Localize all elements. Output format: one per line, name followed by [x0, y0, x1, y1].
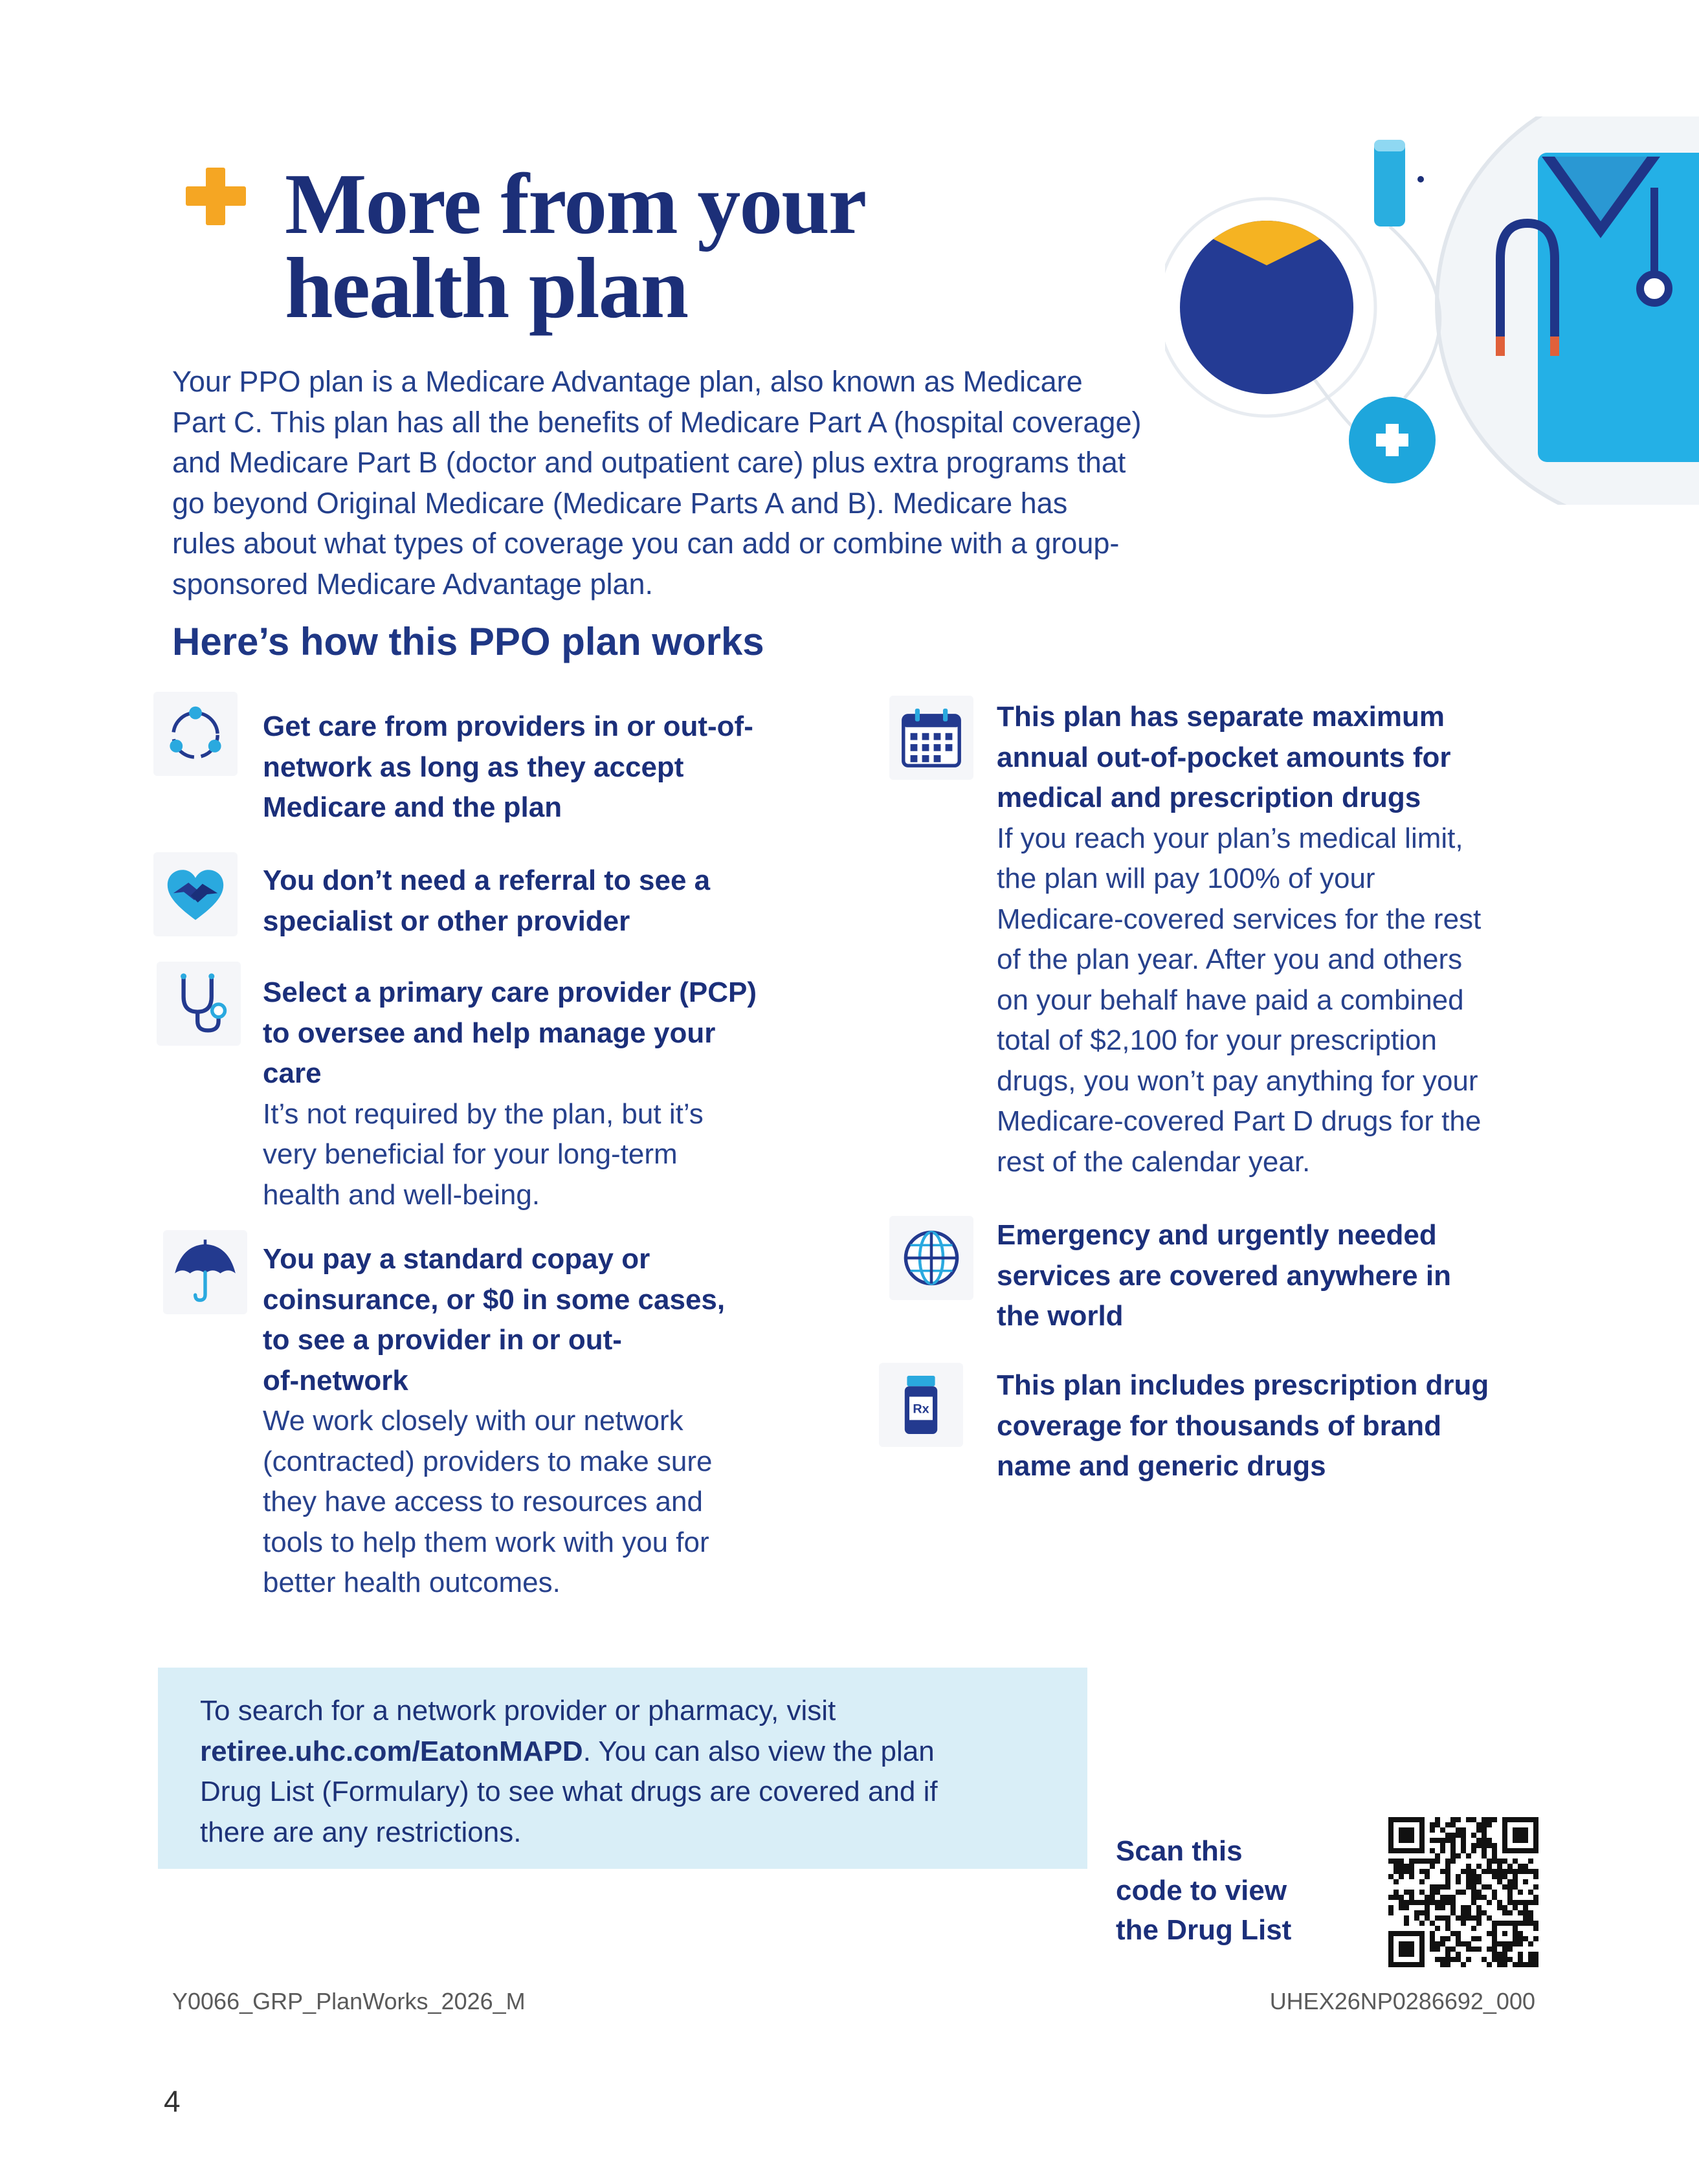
callout-text	[200, 1691, 1067, 1853]
benefit-item	[997, 1215, 1566, 1337]
footer-document-code: Y0066_GRP_PlanWorks_2026_M	[172, 1988, 526, 2014]
heart-hands-icon	[153, 852, 238, 936]
umbrella-icon	[163, 1230, 247, 1314]
globe-icon	[889, 1216, 973, 1300]
prescription-bottle-icon	[879, 1363, 963, 1447]
benefit-item	[997, 1365, 1566, 1487]
callout-text-after: . You can also view the plan Drug List (Formulary) to see what drugs are covered and if there are any restrictions.	[200, 1735, 938, 1848]
benefit-title: Get care from providers in or out-of- network as long as they accept Medicare and the plan	[263, 711, 753, 823]
page-number: 4	[164, 2084, 181, 2118]
benefit-item	[263, 973, 813, 1215]
benefit-description: It’s not required by the plan, but it’s very beneficial for your long-term health and well-being.	[263, 1098, 704, 1211]
benefit-description: If you reach your plan’s medical limit, the plan will pay 100% of your Medicare-covered services for the rest of the plan year. After you and others on your behalf have paid a combined total of $2,100 for your prescription drugs, you won’t pay anything for your Medicare-covered Part D drugs for the rest of the calendar year.	[997, 822, 1482, 1178]
benefit-title: Emergency and urgently needed services are covered anywhere in the world	[997, 1219, 1451, 1332]
benefit-title: This plan includes prescription drug coverage for thousands of brand name and generic drugs	[997, 1369, 1489, 1482]
intro-paragraph: Your PPO plan is a Medicare Advantage plan, also known as Medicare Part C. This plan has all the benefits of Medicare Part A (hospital coverage) and Medicare Part B (doctor and outpatient care) plus extra programs that go beyond Original Medicare (Medicare Parts A and B). Medicare has rules about what types of coverage you can add or combine with a group- sponsored Medicare Advantage plan.	[172, 365, 1142, 601]
rx-label: Rx	[913, 1402, 929, 1417]
benefit-description: We work closely with our network (contracted) providers to make sure they have access to resources and tools to help them work with you for better health outcomes.	[263, 1405, 713, 1598]
connector-line	[1390, 226, 1440, 398]
qr-code-icon	[1388, 1817, 1538, 1967]
footer-reference-code: UHEX26NP0286692_000	[1269, 1988, 1535, 2014]
scan-qr-label: Scan this code to view the Drug List	[1116, 1835, 1292, 1946]
test-tube-icon	[1374, 140, 1424, 226]
plus-icon	[186, 168, 246, 225]
benefit-title: Select a primary care provider (PCP) to oversee and help manage your care	[263, 976, 757, 1089]
scrubs-icon	[1538, 153, 1699, 462]
benefit-item	[997, 697, 1566, 1182]
benefit-title: You pay a standard copay or coinsurance, or $0 in some cases, to see a provider in or out- of-network	[263, 1243, 726, 1396]
callout-text-before: To search for a network provider or pharmacy, visit	[200, 1695, 836, 1726]
stethoscope-icon	[157, 962, 241, 1046]
benefit-title: You don’t need a referral to see a specialist or other provider	[263, 865, 711, 937]
calendar-icon	[889, 696, 973, 780]
benefit-title: This plan has separate maximum annual out-of-pocket amounts for medical and prescription drugs	[997, 701, 1451, 813]
retiree-website-link[interactable]: retiree.uhc.com/EatonMAPD	[200, 1735, 583, 1767]
section-heading: Here’s how this PPO plan works	[172, 620, 764, 663]
medical-plus-icon	[1349, 397, 1436, 483]
network-cycle-icon	[153, 692, 238, 776]
benefit-item	[263, 1239, 813, 1604]
page-title: More from your health plan	[285, 156, 866, 336]
benefit-item	[263, 861, 813, 942]
benefit-item	[263, 707, 813, 828]
search-callout-box	[158, 1668, 1087, 1869]
